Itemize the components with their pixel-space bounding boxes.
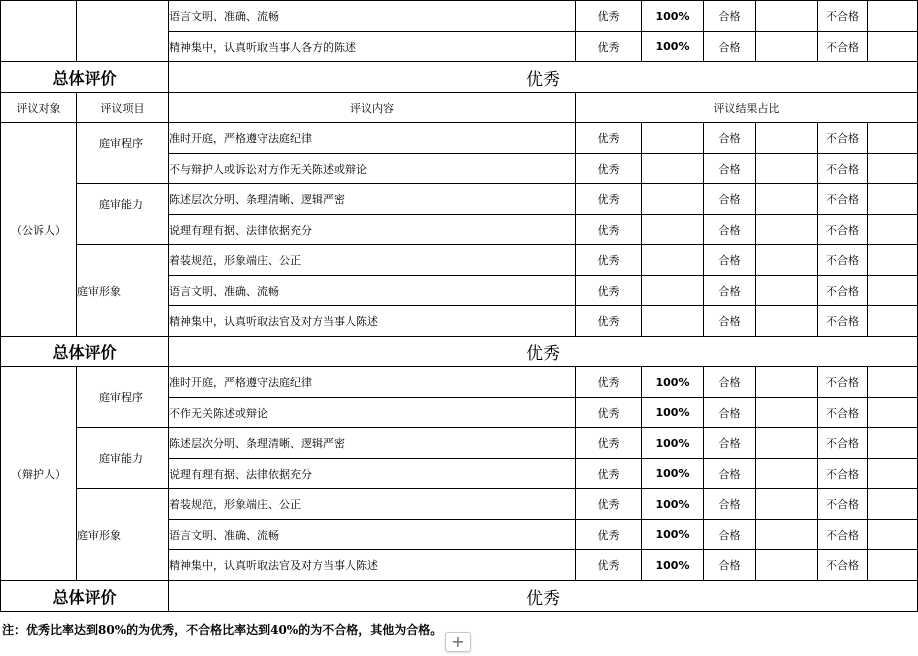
content-cell: 陈述层次分明、条理清晰、逻辑严密	[169, 184, 576, 215]
percent-cell	[642, 215, 704, 245]
content-cell: 着装规范，形象端庄、公正	[169, 245, 576, 276]
empty-cell	[756, 367, 818, 398]
pass-cell: 合格	[704, 306, 756, 337]
excellent-cell: 优秀	[576, 520, 642, 550]
empty-cell	[868, 154, 918, 184]
header-object: 评议对象	[1, 93, 77, 123]
fail-cell: 不合格	[818, 520, 868, 550]
item-cell: 庭审形象	[77, 489, 169, 581]
excellent-cell: 优秀	[576, 184, 642, 215]
empty-cell	[756, 459, 818, 489]
percent-cell: 100%	[642, 32, 704, 62]
percent-cell: 100%	[642, 1, 704, 32]
content-cell: 准时开庭，严格遵守法庭纪律	[169, 367, 576, 398]
percent-cell	[642, 123, 704, 154]
footnote: 注：优秀比率达到80%的为优秀，不合格比率达到40%的为不合格，其他为合格。	[2, 623, 443, 637]
fail-cell: 不合格	[818, 215, 868, 245]
item-cell: 庭审程序	[77, 123, 169, 184]
empty-cell	[756, 398, 818, 428]
pass-cell: 合格	[704, 276, 756, 306]
fail-cell: 不合格	[818, 459, 868, 489]
empty-cell	[868, 276, 918, 306]
fail-cell: 不合格	[818, 306, 868, 337]
content-cell: 陈述层次分明、条理清晰、逻辑严密	[169, 428, 576, 459]
overall-label: 总体评价	[1, 581, 169, 612]
pass-cell: 合格	[704, 123, 756, 154]
empty-cell	[756, 123, 818, 154]
fail-cell: 不合格	[818, 1, 868, 32]
item-cell: 庭审形象	[77, 245, 169, 337]
empty-cell	[868, 428, 918, 459]
pass-cell: 合格	[704, 184, 756, 215]
table-row	[1, 245, 918, 276]
excellent-cell: 优秀	[576, 245, 642, 276]
content-cell: 不与辩护人或诉讼对方作无关陈述或辩论	[169, 154, 576, 184]
header-result: 评议结果占比	[576, 93, 918, 123]
empty-cell	[868, 245, 918, 276]
percent-cell: 100%	[642, 520, 704, 550]
empty-cell	[756, 550, 818, 581]
excellent-cell: 优秀	[576, 306, 642, 337]
object-cell	[1, 1, 77, 62]
pass-cell: 合格	[704, 520, 756, 550]
empty-cell	[868, 489, 918, 520]
percent-cell	[642, 184, 704, 215]
empty-cell	[756, 184, 818, 215]
content-cell: 着装规范，形象端庄、公正	[169, 489, 576, 520]
empty-cell	[756, 154, 818, 184]
excellent-cell: 优秀	[576, 1, 642, 32]
overall-row	[1, 337, 918, 367]
empty-cell	[756, 276, 818, 306]
empty-cell	[756, 520, 818, 550]
table-row	[1, 1, 918, 32]
pass-cell: 合格	[704, 459, 756, 489]
content-cell: 不作无关陈述或辩论	[169, 398, 576, 428]
empty-cell	[868, 367, 918, 398]
overall-row	[1, 62, 918, 93]
content-cell: 精神集中，认真听取当事人各方的陈述	[169, 32, 576, 62]
excellent-cell: 优秀	[576, 32, 642, 62]
empty-cell	[868, 550, 918, 581]
fail-cell: 不合格	[818, 184, 868, 215]
item-cell: 庭审程序	[77, 367, 169, 428]
empty-cell	[868, 32, 918, 62]
empty-cell	[868, 123, 918, 154]
excellent-cell: 优秀	[576, 428, 642, 459]
percent-cell	[642, 276, 704, 306]
overall-row	[1, 581, 918, 612]
percent-cell: 100%	[642, 489, 704, 520]
excellent-cell: 优秀	[576, 215, 642, 245]
empty-cell	[756, 489, 818, 520]
fail-cell: 不合格	[818, 276, 868, 306]
empty-cell	[868, 520, 918, 550]
empty-cell	[756, 306, 818, 337]
content-cell: 语言文明、准确、流畅	[169, 1, 576, 32]
content-cell: 语言文明、准确、流畅	[169, 276, 576, 306]
empty-cell	[756, 32, 818, 62]
fail-cell: 不合格	[818, 245, 868, 276]
empty-cell	[868, 184, 918, 215]
empty-cell	[868, 459, 918, 489]
header-item: 评议项目	[77, 93, 169, 123]
excellent-cell: 优秀	[576, 276, 642, 306]
empty-cell	[756, 245, 818, 276]
pass-cell: 合格	[704, 32, 756, 62]
percent-cell	[642, 306, 704, 337]
pass-cell: 合格	[704, 1, 756, 32]
pass-cell: 合格	[704, 489, 756, 520]
content-cell: 说理有理有据、法律依据充分	[169, 215, 576, 245]
fail-cell: 不合格	[818, 489, 868, 520]
overall-value: 优秀	[169, 62, 918, 93]
content-cell: 精神集中，认真听取法官及对方当事人陈述	[169, 306, 576, 337]
add-button[interactable]: +	[445, 632, 471, 652]
empty-cell	[868, 306, 918, 337]
fail-cell: 不合格	[818, 32, 868, 62]
empty-cell	[868, 1, 918, 32]
content-cell: 说理有理有据、法律依据充分	[169, 459, 576, 489]
content-cell: 准时开庭，严格遵守法庭纪律	[169, 123, 576, 154]
fail-cell: 不合格	[818, 154, 868, 184]
excellent-cell: 优秀	[576, 489, 642, 520]
header-row	[1, 93, 918, 123]
fail-cell: 不合格	[818, 123, 868, 154]
pass-cell: 合格	[704, 428, 756, 459]
content-cell: 精神集中，认真听取法官及对方当事人陈述	[169, 550, 576, 581]
object-cell: （辩护人）	[1, 367, 77, 581]
fail-cell: 不合格	[818, 367, 868, 398]
overall-label: 总体评价	[1, 62, 169, 93]
empty-cell	[868, 398, 918, 428]
overall-label: 总体评价	[1, 337, 169, 367]
empty-cell	[756, 215, 818, 245]
pass-cell: 合格	[704, 398, 756, 428]
overall-value: 优秀	[169, 337, 918, 367]
percent-cell	[642, 154, 704, 184]
fail-cell: 不合格	[818, 550, 868, 581]
table-row	[1, 123, 918, 154]
header-content: 评议内容	[169, 93, 576, 123]
excellent-cell: 优秀	[576, 398, 642, 428]
pass-cell: 合格	[704, 550, 756, 581]
percent-cell: 100%	[642, 459, 704, 489]
fail-cell: 不合格	[818, 428, 868, 459]
empty-cell	[756, 428, 818, 459]
table-row	[1, 489, 918, 520]
object-cell: （公诉人）	[1, 123, 77, 337]
excellent-cell: 优秀	[576, 123, 642, 154]
item-cell: 庭审能力	[77, 428, 169, 489]
pass-cell: 合格	[704, 154, 756, 184]
item-cell: 庭审能力	[77, 184, 169, 245]
percent-cell: 100%	[642, 550, 704, 581]
overall-value: 优秀	[169, 581, 918, 612]
excellent-cell: 优秀	[576, 367, 642, 398]
percent-cell	[642, 245, 704, 276]
empty-cell	[868, 215, 918, 245]
percent-cell: 100%	[642, 398, 704, 428]
excellent-cell: 优秀	[576, 550, 642, 581]
pass-cell: 合格	[704, 367, 756, 398]
empty-cell	[756, 1, 818, 32]
table-row	[1, 428, 918, 459]
item-cell	[77, 1, 169, 62]
percent-cell: 100%	[642, 428, 704, 459]
table-row	[1, 184, 918, 215]
excellent-cell: 优秀	[576, 459, 642, 489]
excellent-cell: 优秀	[576, 154, 642, 184]
pass-cell: 合格	[704, 215, 756, 245]
percent-cell: 100%	[642, 367, 704, 398]
content-cell: 语言文明、准确、流畅	[169, 520, 576, 550]
table-row	[1, 367, 918, 398]
fail-cell: 不合格	[818, 398, 868, 428]
pass-cell: 合格	[704, 245, 756, 276]
